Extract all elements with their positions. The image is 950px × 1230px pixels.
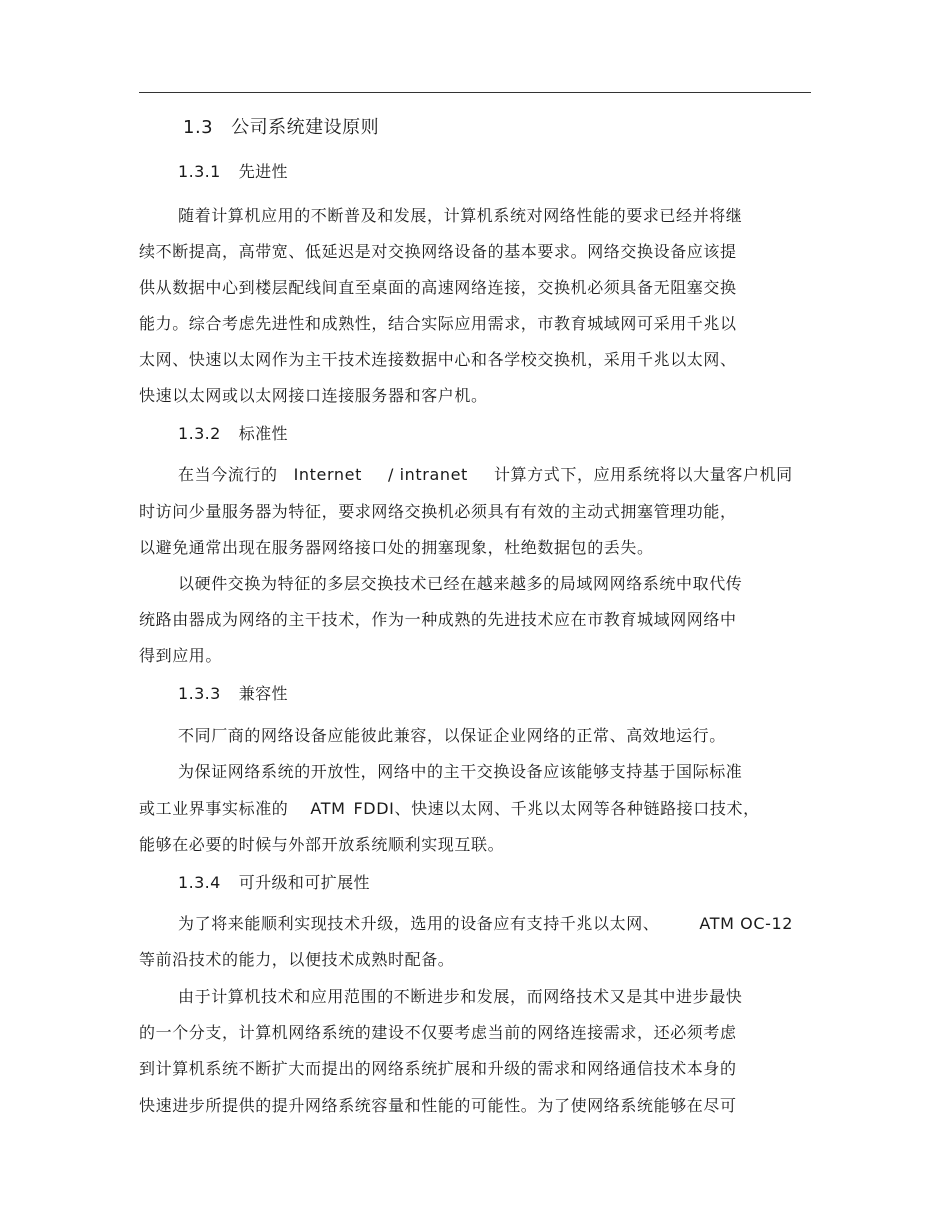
text-run: 在当今流行的 xyxy=(178,465,278,484)
subsection-title: 标准性 xyxy=(238,424,288,443)
paragraph-line xyxy=(139,799,760,819)
header-rule xyxy=(139,92,811,93)
paragraph-line: 以硬件交换为特征的多层交换技术已经在越来越多的局域网网络系统中取代传 xyxy=(178,574,743,593)
paragraph-line: 快速以太网或以太网接口连接服务器和客户机。 xyxy=(139,386,488,405)
paragraph-line: 得到应用。 xyxy=(139,646,223,665)
subsection-heading-compatibility xyxy=(178,684,288,704)
section-heading-title: 公司系统建设原则 xyxy=(231,117,380,138)
subsection-number: 1.3.1 xyxy=(178,162,221,181)
paragraph-line: 到计算机系统不断扩大而提出的网络系统扩展和升级的需求和网络通信技术本身的 xyxy=(139,1059,737,1078)
subsection-title: 可升级和可扩展性 xyxy=(238,873,370,892)
paragraph-line: 续不断提高，高带宽、低延迟是对交换网络设备的基本要求。网络交换设备应该提 xyxy=(139,242,737,261)
subsection-title: 先进性 xyxy=(238,162,288,181)
paragraph-line: 等前沿技术的能力，以便技术成熟时配备。 xyxy=(139,950,455,969)
text-run: 为了将来能顺利实现技术升级，选用的设备应有支持千兆以太网、 xyxy=(178,914,660,933)
subsection-number: 1.3.3 xyxy=(178,684,221,703)
section-heading-number: 1.3 xyxy=(183,117,214,138)
paragraph-line: 不同厂商的网络设备应能彼此兼容，以保证企业网络的正常、高效地运行。 xyxy=(178,726,726,745)
subsection-heading-standard xyxy=(178,424,288,444)
subsection-number: 1.3.2 xyxy=(178,424,221,443)
paragraph-line: 太网、快速以太网作为主干技术连接数据中心和各学校交换机，采用千兆以太网、 xyxy=(139,350,737,369)
paragraph-line: 的一个分支，计算机网络系统的建设不仅要考虑当前的网络连接需求，还必须考虑 xyxy=(139,1023,737,1042)
text-run-latin: / intranet xyxy=(387,465,468,484)
subsection-title: 兼容性 xyxy=(238,684,288,703)
text-run-latin: Internet xyxy=(293,465,362,484)
section-heading xyxy=(183,118,379,138)
paragraph-line xyxy=(178,465,793,485)
paragraph-line: 供从数据中心到楼层配线间直至桌面的高速网络连接，交换机必须具备无阻塞交换 xyxy=(139,278,737,297)
paragraph-line: 能力。综合考虑先进性和成熟性，结合实际应用需求，市教育城域网可采用千兆以 xyxy=(139,314,737,333)
paragraph-line: 能够在必要的时候与外部开放系统顺利实现互联。 xyxy=(139,835,505,854)
subsection-heading-advanced xyxy=(178,162,288,182)
subsection-number: 1.3.4 xyxy=(178,873,221,892)
text-run: 计算方式下，应用系统将以大量客户机同 xyxy=(493,465,793,484)
text-run: 、快速以太网、千兆以太网等各种链路接口技术， xyxy=(394,799,760,818)
subsection-heading-scalability xyxy=(178,873,370,893)
text-run-latin: FDDI xyxy=(353,799,395,818)
paragraph-line: 以避免通常出现在服务器网络接口处的拥塞现象，杜绝数据包的丢失。 xyxy=(139,538,654,557)
paragraph-line: 为保证网络系统的开放性，网络中的主干交换设备应该能够支持基于国际标准 xyxy=(178,762,743,781)
paragraph-line: 统路由器成为网络的主干技术，作为一种成熟的先进技术应在市教育城域网网络中 xyxy=(139,610,737,629)
paragraph-line: 随着计算机应用的不断普及和发展，计算机系统对网络性能的要求已经并将继 xyxy=(178,206,743,225)
paragraph-line xyxy=(178,914,793,934)
paragraph-line: 快速进步所提供的提升网络系统容量和性能的可能性。为了使网络系统能够在尽可 xyxy=(139,1096,737,1115)
text-run: 或工业界事实标准的 xyxy=(139,799,289,818)
text-run-latin: ATM OC-12 xyxy=(699,914,794,933)
paragraph-line: 由于计算机技术和应用范围的不断进步和发展，而网络技术又是其中进步最快 xyxy=(178,987,743,1006)
paragraph-line: 时访问少量服务器为特征，要求网络交换机必须具有有效的主动式拥塞管理功能， xyxy=(139,502,737,521)
text-run-latin: ATM xyxy=(310,799,346,818)
